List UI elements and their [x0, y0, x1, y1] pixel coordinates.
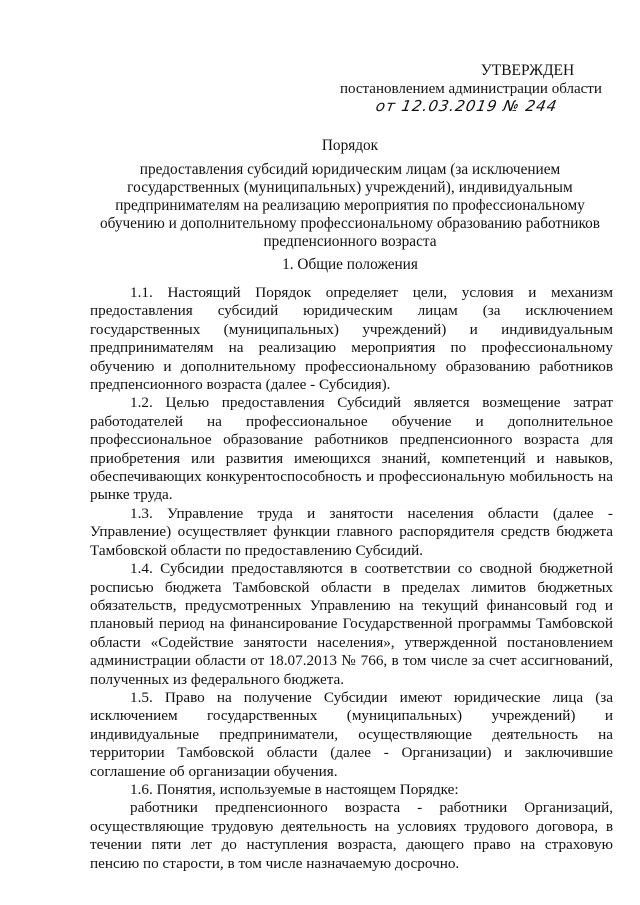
section-title: 1. Общие положения	[282, 256, 418, 273]
paragraph-definition: работники предпенсионного возраста - работники Организаций, осуществляющие трудовую деятельность на условиях трудового договора, в течении пяти лет до наступления возраста, дающего право на страховую пенсию по старости, в том числе назначаемую досрочно.	[90, 799, 613, 872]
heading-line: предпринимателям на реализацию мероприятия по профессиональному	[115, 197, 585, 214]
heading-line: государственных (муниципальных) учреждений), индивидуальным	[127, 179, 573, 196]
document-body	[90, 284, 613, 873]
approval-stamp	[330, 62, 630, 115]
paragraph-1-3: 1.3. Управление труда и занятости населения области (далее - Управление) осуществляет функции главного распорядителя средств бюджета Тамбовской области по предоставлению Субсидий.	[90, 504, 613, 559]
approval-title: УТВЕРЖДЕН	[480, 62, 575, 79]
heading-line: предоставления субсидий юридическим лицам (за исключением	[139, 161, 561, 178]
paragraph-1-2: 1.2. Целью предоставления Субсидий является возмещение затрат работодателей на профессиональное обучение и дополнительное профессиональное образование работников предпенсионного возраста для приобретения или развития имеющихся знаний, компетенций и навыков, обеспечивающих конкурентоспособность и профессиональную мобильность на рынке труда.	[90, 394, 613, 504]
heading-line: предпенсионного возраста	[263, 233, 437, 250]
paragraph-1-5: 1.5. Право на получение Субсидии имеют юридические лица (за исключением государственных (муниципальных) учреждений) и индивидуальные предприниматели, осуществляющие деятельность на территории Тамбовской области (далее - Организации) и заключившие соглашение об организации обучения.	[90, 688, 613, 780]
paragraph-1-6: 1.6. Понятия, используемые в настоящем Порядке:	[130, 780, 459, 798]
approval-handwritten-date: от 12.03.2019 № 244	[374, 97, 559, 115]
paragraph-1-1: 1.1. Настоящий Порядок определяет цели, условия и механизм предоставления субсидий юридическим лицам (за исключением государственных (муниципальных) учреждений) и индивидуальным предпринимателям на реализацию мероприятия по профессиональному обучению и дополнительному профессиональному образованию работников предпенсионного возраста (далее - Субсидия).	[90, 284, 613, 394]
heading-line: обучению и дополнительному профессиональному образованию работников	[99, 215, 601, 232]
paragraph-1-4: 1.4. Субсидии предоставляются в соответствии со сводной бюджетной росписью бюджета Тамбовской области в пределах лимитов бюджетных обязательств, предусмотренных Управлению на текущий финансовый год и плановый период на финансирование Государственной программы Тамбовской области «Содействие занятости населения», утвержденной постановлением администрации области от 18.07.2013 № 766, в том числе за счет ассигнований, полученных из федерального бюджета.	[90, 560, 613, 688]
heading-title: Порядок	[321, 137, 379, 154]
document-heading	[80, 137, 620, 251]
approval-line: постановлением администрации области	[340, 81, 602, 97]
